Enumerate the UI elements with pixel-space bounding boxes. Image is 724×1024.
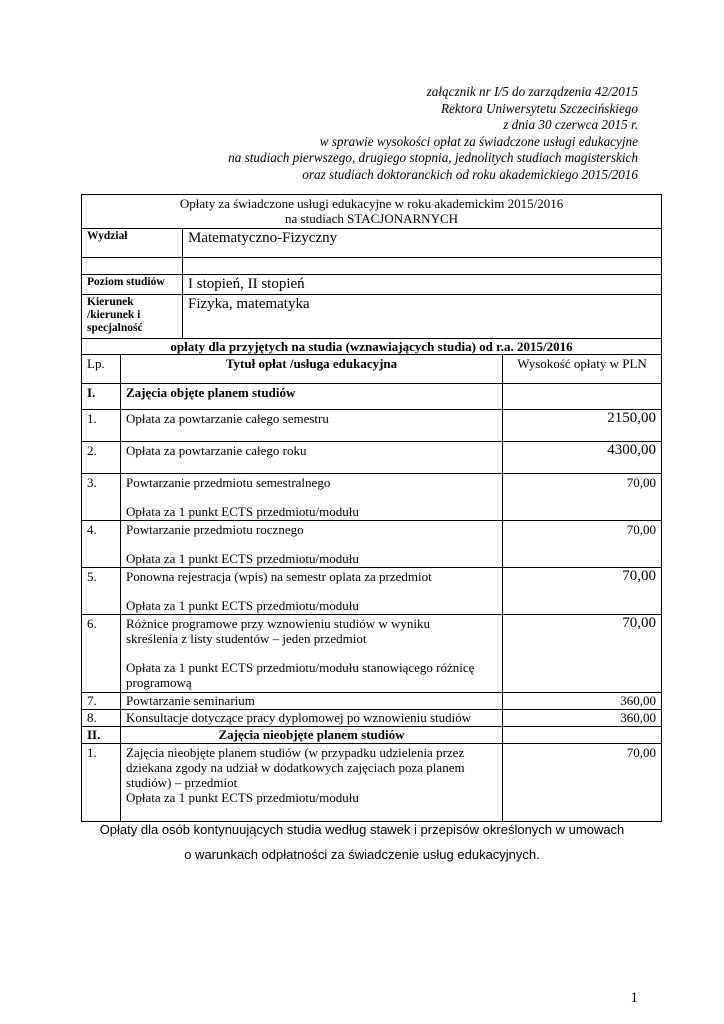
header-line: z dnia 30 czerwca 2015 r. — [503, 117, 638, 132]
col-header-title: Tytuł opłat /usługa edukacyjna — [121, 355, 503, 384]
wydzial-value: Matematyczno-Fizyczny — [183, 229, 662, 258]
poziom-value: I stopień, II stopień — [183, 275, 662, 295]
row-description: Zajęcia nieobjęte planem studiów (w przypadku udzielenia przez dziekana zgody na udział w dodatkowych zajęciach poza planem studiów) – przedmiot Opłata za 1 punkt ECTS przedmiotu/modułu — [121, 744, 503, 822]
row-amount: 360,00 — [503, 693, 662, 710]
table-row — [82, 410, 662, 442]
row-description: Różnice programowe przy wznowieniu studiów w wyniku skreślenia z listy studentów – jeden przedmiot Opłata za 1 punkt ECTS przedmiotu/modułu stanowiącego różnicę programową — [121, 615, 503, 693]
table-row — [82, 568, 662, 615]
kierunek-label: Kierunek /kierunek i specjalność — [82, 295, 183, 339]
footer-line: o warunkach odpłatności za świadczenie usług edukacyjnych. — [184, 847, 540, 862]
table-title — [82, 195, 662, 229]
row-description: Ponowna rejestracja (wpis) na semestr oplata za przedmiot Opłata za 1 punkt ECTS przedmiotu/modułu — [121, 568, 503, 615]
table-row — [82, 521, 662, 568]
page-number: 1 — [630, 990, 638, 1006]
row-description: Konsultacje dotyczące pracy dyplomowej po wznowieniu studiów — [121, 710, 503, 727]
footer-line: Opłaty dla osób kontynuujących studia według stawek i przepisów określonych w umowach — [99, 822, 625, 837]
section-row — [82, 727, 662, 744]
table-title-line: na studiach STACJONARNYCH — [285, 211, 459, 226]
section-number: II. — [82, 727, 121, 744]
row-lp: 8. — [82, 710, 121, 727]
table-row — [82, 474, 662, 521]
col-header-amount: Wysokość opłaty w PLN — [503, 355, 662, 384]
header-line: Rektora Uniwersytetu Szczecińskiego — [440, 100, 638, 116]
header-line: załącznik nr I/5 do zarządzenia 42/2015 — [426, 84, 638, 99]
row-amount: 70,00 — [503, 744, 662, 822]
row-lp: 5. — [82, 568, 121, 615]
subtitle-row — [82, 339, 662, 355]
section-row — [82, 384, 662, 410]
table-title-row — [82, 195, 662, 229]
section-title: Zajęcia nieobjęte planem studiów — [121, 727, 503, 744]
header-line: na studiach pierwszego, drugiego stopnia, jednolitych studiach magisterskich — [228, 150, 638, 165]
section-title: Zajęcia objęte planem studiów — [121, 384, 503, 410]
table-row — [82, 442, 662, 474]
table-row — [82, 615, 662, 693]
table-title-line: Opłaty za świadczone usługi edukacyjne w roku akademickim 2015/2016 — [179, 196, 564, 211]
row-lp: 1. — [82, 744, 121, 822]
row-description: Powtarzanie przedmiotu semestralnego Opłata za 1 punkt ECTS przedmiotu/modułu — [121, 474, 503, 521]
row-amount: 70,00 — [503, 615, 662, 693]
row-lp: 4. — [82, 521, 121, 568]
fees-table — [81, 194, 662, 822]
row-amount: 2150,00 — [503, 410, 662, 442]
row-lp: 2. — [82, 442, 121, 474]
section-number: I. — [82, 384, 121, 410]
row-lp: 3. — [82, 474, 121, 521]
row-amount: 70,00 — [503, 474, 662, 521]
row-amount: 4300,00 — [503, 442, 662, 474]
document-header — [118, 84, 638, 183]
row-description: Powtarzanie przedmiotu rocznego Opłata za 1 punkt ECTS przedmiotu/modułu — [121, 521, 503, 568]
row-description: Opłata za powtarzanie całego roku — [121, 442, 503, 474]
table-row — [82, 744, 662, 822]
info-row-kierunek — [82, 295, 662, 339]
row-description: Opłata za powtarzanie całego semestru — [121, 410, 503, 442]
row-lp: 7. — [82, 693, 121, 710]
table-row — [82, 710, 662, 727]
wydzial-label: Wydział — [82, 229, 183, 258]
info-row-wydzial — [82, 229, 662, 258]
header-line: w sprawie wysokości opłat za świadczone usługi edukacyjne — [319, 133, 638, 149]
row-description: Powtarzanie seminarium — [121, 693, 503, 710]
header-line: oraz studiach doktoranckich od roku akademickiego 2015/2016 — [302, 166, 638, 182]
row-amount: 360,00 — [503, 710, 662, 727]
kierunek-value: Fizyka, matematyka — [183, 295, 662, 339]
row-amount: 70,00 — [503, 521, 662, 568]
table-row — [82, 693, 662, 710]
col-header-lp: Lp. — [82, 355, 121, 384]
row-amount: 70,00 — [503, 568, 662, 615]
info-row-poziom — [82, 275, 662, 295]
info-row-spacer — [82, 258, 662, 275]
row-lp: 1. — [82, 410, 121, 442]
poziom-label: Poziom studiów — [82, 275, 183, 295]
row-lp: 6. — [82, 615, 121, 693]
column-header-row — [82, 355, 662, 384]
table-subtitle: opłaty dla przyjętych na studia (wznawiających studia) od r.a. 2015/2016 — [82, 339, 662, 355]
